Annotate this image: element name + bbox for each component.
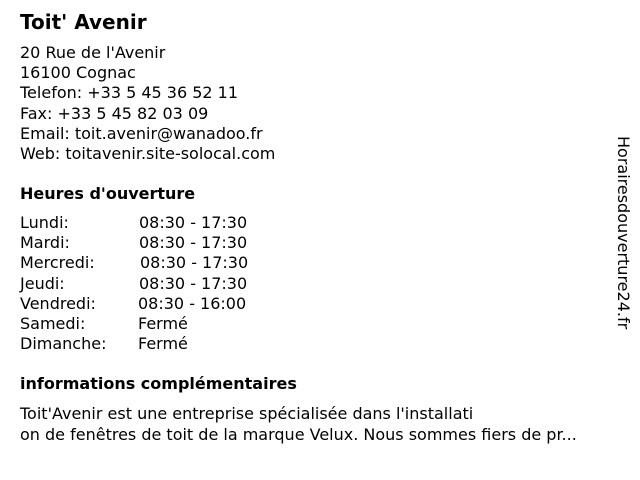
time-range: Fermé xyxy=(138,313,188,333)
phone-number: Telefon: +33 5 45 36 52 11 xyxy=(20,83,239,103)
watermark-text: Horairesdouverture24.fr xyxy=(614,136,633,330)
address-city: 16100 Cognac xyxy=(20,63,136,83)
time-range: 08:30 - 17:30 xyxy=(140,253,249,273)
info-line: on de fenêtres de toit de la marque Velux. Nous sommes fiers de pr... xyxy=(20,424,577,444)
time-range: 08:30 - 17:30 xyxy=(139,233,248,253)
day-label: Dimanche: xyxy=(20,334,107,354)
time-range: 08:30 - 16:00 xyxy=(138,293,247,313)
additional-info-text xyxy=(20,404,632,445)
time-range: 08:30 - 17:30 xyxy=(139,213,248,232)
business-name: Toit' Avenir xyxy=(20,10,147,34)
site-watermark xyxy=(612,136,634,370)
day-label: Lundi: xyxy=(20,213,69,232)
address-street: 20 Rue de l'Avenir xyxy=(20,43,166,62)
time-range: Fermé xyxy=(138,334,188,354)
website: Web: toitavenir.site-solocal.com xyxy=(20,144,276,164)
email-address: Email: toit.avenir@wanadoo.fr xyxy=(20,123,263,143)
opening-hours-heading: Heures d'ouverture xyxy=(20,184,196,203)
day-label: Vendredi: xyxy=(20,293,96,313)
info-line: Toit'Avenir est une entreprise spécialisée dans l'installati xyxy=(20,404,474,423)
day-label: Mercredi: xyxy=(20,253,95,273)
fax-number: Fax: +33 5 45 82 03 09 xyxy=(20,103,209,123)
day-label: Jeudi: xyxy=(20,273,65,293)
contact-block xyxy=(20,43,275,164)
day-label: Samedi: xyxy=(20,313,86,333)
additional-info-heading: informations complémentaires xyxy=(20,374,297,393)
day-label: Mardi: xyxy=(20,233,70,253)
time-range: 08:30 - 17:30 xyxy=(139,273,248,293)
